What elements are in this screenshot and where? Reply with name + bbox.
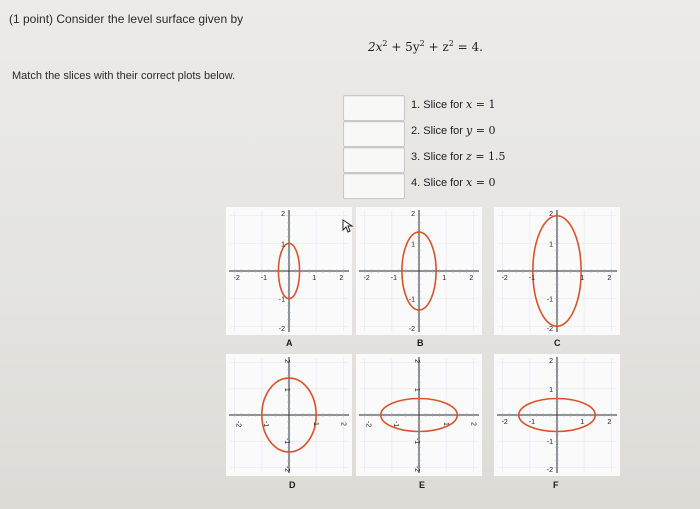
tick-label: 2 [339,422,347,426]
answer-field-1[interactable] [343,95,405,121]
tick-label: 2 [413,359,420,363]
prompt-val: 1 [488,98,496,111]
tick-label: -2 [501,419,508,426]
plot-label-c: C [554,338,561,348]
plot-svg [494,207,620,335]
answer-field-3[interactable] [343,147,405,173]
tick-label: -2 [234,420,242,428]
tick-label: 2 [469,275,474,282]
tick-label: 1 [580,419,585,426]
answer-field-4[interactable] [343,173,405,199]
tick-label: 1 [281,241,285,249]
slice-plot-d [226,354,352,476]
instruction-text: Match the slices with their correct plots below. [12,70,236,82]
plot-svg [356,207,482,335]
tick-label: 2 [283,359,290,363]
slice-plot-b [356,207,482,335]
prompt-val: 0 [488,176,496,189]
prompt-var: y [466,124,473,137]
prompt-lead: 3. Slice for [411,151,467,163]
tick-label: 1 [549,386,553,394]
tick-label: 2 [339,275,344,282]
eq-power-1: 2 [382,39,388,48]
tick-label: 2 [607,419,612,426]
tick-label: 2 [607,275,612,282]
prompt-lead: 1. Slice for [411,99,467,111]
eq-power-3: 2 [448,39,454,48]
tick-label: -1 [408,296,415,304]
tick-label: -1 [260,275,267,282]
slice-prompt-1 [411,98,495,111]
answer-field-2[interactable] [343,121,405,147]
eq-term-3: + z [424,40,449,54]
slice-plot-c [494,207,620,335]
tick-label: -1 [390,275,397,282]
prompt-lead: 4. Slice for [411,177,467,189]
tick-label: -2 [283,465,290,472]
plot-svg [356,354,482,476]
tick-label: 1 [549,241,553,249]
eq-power-2: 2 [419,39,425,48]
slice-prompt-2 [411,124,495,137]
tick-label: -2 [233,275,240,282]
tick-label: 1 [580,275,585,282]
prompt-rel: = [471,150,489,163]
tick-label: 2 [549,358,553,365]
tick-label: -2 [501,275,508,282]
tick-label: -2 [546,467,553,474]
tick-label: -2 [364,420,372,428]
plot-svg [494,354,620,476]
tick-label: 1 [312,275,317,282]
tick-label: -1 [413,437,420,445]
tick-label: -1 [261,420,269,428]
slice-plot-a [226,207,352,335]
eq-term-1: 2x [368,40,383,54]
plot-label-e: E [419,480,426,490]
prompt-val: 0 [488,124,496,137]
tick-label: -2 [413,465,420,472]
tick-label: -1 [391,420,399,428]
slice-prompt-4 [411,176,495,189]
tick-label: 1 [442,275,447,282]
eq-term-2: + 5y [387,40,420,54]
tick-label: 1 [442,422,450,426]
plot-svg [226,207,352,335]
plot-label-a: A [286,338,293,348]
tick-label: 1 [283,387,290,392]
plot-label-b: B [417,338,424,348]
prompt-var: x [466,98,473,111]
problem-title: (1 point) Consider the level surface given by [9,12,244,26]
tick-label: -2 [408,326,415,333]
tick-label: -1 [283,437,290,445]
tick-label: 1 [413,387,420,392]
prompt-rel: = [472,124,489,137]
prompt-rel: = [472,98,489,111]
prompt-rel: = [472,176,489,189]
eq-term-4: = 4. [453,40,483,54]
plot-label-f: F [553,480,559,490]
tick-label: 2 [469,422,477,426]
plot-svg [226,354,352,476]
tick-label: -2 [546,326,553,333]
tick-label: -1 [546,439,553,447]
tick-label: 1 [312,422,320,426]
prompt-lead: 2. Slice for [411,125,467,137]
tick-label: 2 [281,211,285,218]
tick-label: 2 [549,211,553,218]
plot-label-d: D [289,480,296,490]
tick-label: -2 [363,275,370,282]
level-surface-equation [368,39,483,54]
prompt-val: 1.5 [488,150,506,163]
tick-label: -1 [546,296,553,304]
prompt-var: z [466,150,472,163]
tick-label: -2 [278,326,285,333]
prompt-var: x [466,176,473,189]
tick-label: 1 [411,241,415,249]
slice-plot-f [494,354,620,476]
tick-label: -1 [278,296,285,304]
tick-label: -1 [528,419,535,426]
mouse-pointer-icon [342,219,354,233]
slice-prompt-3 [411,150,506,163]
tick-label: 2 [411,211,415,218]
tick-label: -1 [528,275,535,282]
slice-plot-e [356,354,482,476]
